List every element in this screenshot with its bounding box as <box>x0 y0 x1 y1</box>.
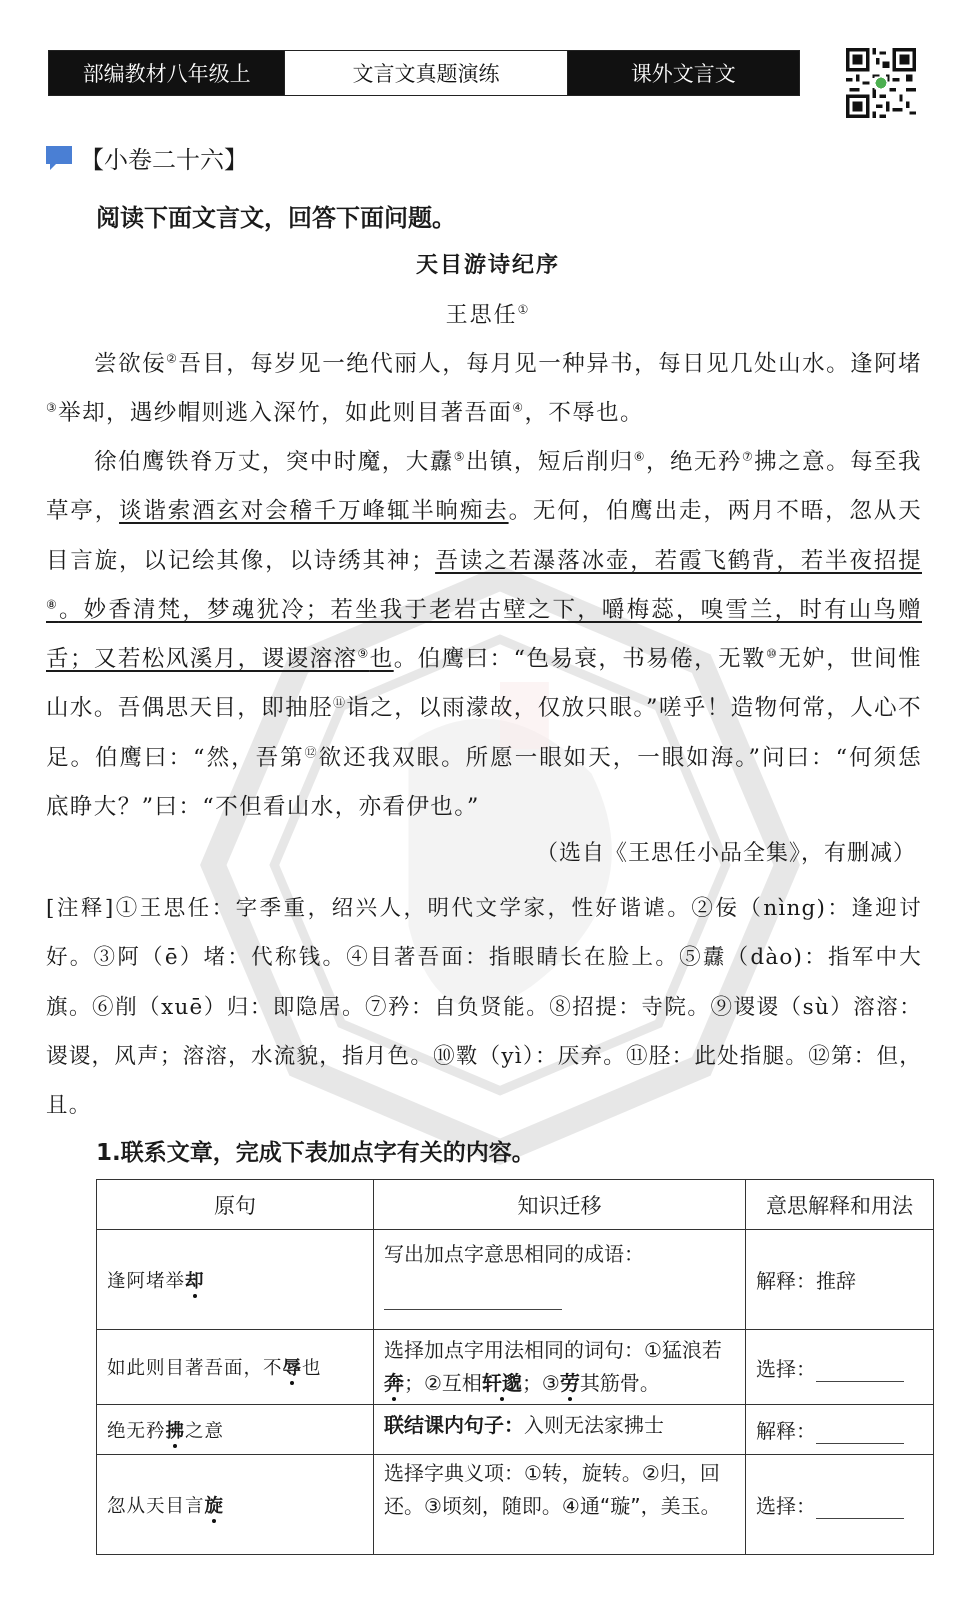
table-row <box>97 1330 934 1405</box>
passage-title: 天目游诗纪序 <box>415 252 560 278</box>
row4-original <box>97 1455 374 1555</box>
table-header-row <box>97 1180 934 1230</box>
row3-transfer-value: 入则无法家拂士 <box>524 1413 664 1437</box>
row3-answer-blank[interactable] <box>816 1425 904 1444</box>
row1-transfer <box>374 1230 746 1330</box>
row3-answer-label: 解释： <box>756 1419 816 1443</box>
row2-dot2: 轩邈 <box>481 1371 522 1395</box>
row2-transfer-mid1: ；②互相 <box>404 1371 482 1395</box>
row4-answer <box>746 1455 934 1555</box>
row3-transfer-label: 联结课内句子： <box>384 1413 524 1437</box>
table-row <box>97 1455 934 1555</box>
row2-orig-text: 如此则目著吾面，不 <box>107 1358 283 1379</box>
row1-orig-text: 逢阿堵举 <box>107 1270 186 1292</box>
note-tag-icon <box>46 146 72 170</box>
row2-orig-post: 也 <box>302 1358 322 1379</box>
table-header-transfer: 知识迁移 <box>374 1180 746 1230</box>
header-band <box>48 50 800 96</box>
row4-orig-text: 忽从天目言 <box>107 1495 205 1517</box>
row2-original <box>97 1330 374 1405</box>
row2-dot3: 劳 <box>559 1371 580 1395</box>
row2-transfer-post: 其筋骨。 <box>579 1371 660 1395</box>
row3-orig-post: 之意 <box>185 1420 225 1442</box>
row3-original <box>97 1405 374 1455</box>
row4-answer-label: 选择： <box>756 1494 816 1518</box>
source-citation: （选自《王思任小品全集》，有删减） <box>535 841 916 866</box>
row2-transfer-mid2: ；③ <box>521 1371 560 1395</box>
answer-table <box>96 1179 934 1555</box>
row2-answer <box>746 1330 934 1405</box>
author-name: 王思任 <box>445 303 518 328</box>
instruction: 阅读下面文言文，回答下面问题。 <box>96 204 456 232</box>
row2-transfer <box>374 1330 746 1405</box>
author-footnote-mark: ① <box>517 302 531 317</box>
row1-answer-label: 解释： <box>756 1269 816 1293</box>
passage-paragraph-2: 徐伯鹰铁脊万丈，突中时魔，大纛⑤出镇，短后削归⑥，绝无矜⑦拂之意。每至我草亭，谈谐索酒玄对会稽千万峰辄半晌痴去。无何，伯鹰出走，两月不晤，忽从天目言旋，以记绘其像，以诗绣其神；吾读之若瀑落冰壶，若霞飞鹤背，若半夜招提⑧。妙香清梵，梦魂犹冷；若坐我于老岩古壁之下，嚼梅蕊，嗅雪兰，时有山鸟赠舌；又若松风溪月，谡谡溶溶⑨也。伯鹰曰：“色易衰，书易倦，无斁⑩无妒，世间惟山水。吾偶思天目，即抽胫⑪诣之，以雨濛故，仅放只眼。”嗟乎！造物何常，人心不足。伯鹰曰：“然，吾第⑫欲还我双眼。所愿一眼如天，一眼如海。”问曰：“何须恁底睁大？”曰：“不但看山水，亦看伊也。” <box>46 449 923 821</box>
row3-transfer <box>374 1405 746 1455</box>
row4-transfer: 选择字典义项：①转，旋转。②归，回还。③顷刻，随即。④通“璇”，美玉。 <box>374 1455 746 1555</box>
header-topic: 文言文真题演练 <box>284 51 567 95</box>
row3-answer <box>746 1405 934 1455</box>
header-grade: 部编教材八年级上 <box>49 51 284 95</box>
row2-answer-label: 选择： <box>756 1356 816 1381</box>
question-1: 1.联系文章，完成下表加点字有关的内容。 <box>96 1140 535 1166</box>
row1-transfer-text: 写出加点字意思相同的成语： <box>384 1242 644 1266</box>
row3-orig-text: 绝无矜 <box>107 1420 166 1442</box>
row1-answer-value: 推辞 <box>816 1269 856 1293</box>
row2-dot1: 奔 <box>384 1371 404 1395</box>
section-title-text: 【小卷二十六】 <box>80 146 248 174</box>
row2-transfer-pre: 选择加点字用法相同的词句：①猛浪若 <box>384 1338 722 1362</box>
row1-answer-blank[interactable] <box>384 1289 562 1310</box>
annotations: [注释]①王思任：字季重，绍兴人，明代文学家，性好谐谑。②佞（nìng)：逢迎讨好。③阿（ē）堵：代称钱。④目著吾面：指眼睛长在脸上。⑤纛（dào)：指军中大旗。⑥削（xuē）归：即隐居。⑦矜：自负贤能。⑧招提：寺院。⑨谡谡（sù）溶溶：谡谡，风声；溶溶，水流貌，指月色。⑩斁（yì）：厌弃。⑪胫：此处指腿。⑫第：但，且。 <box>46 896 922 1119</box>
row1-answer <box>746 1230 934 1330</box>
row4-answer-blank[interactable] <box>816 1500 904 1519</box>
row3-dotted-char: 拂 <box>165 1420 186 1442</box>
passage-paragraph-1: 尝欲佞②吾目，每岁见一绝代丽人，每月见一种异书，每日见几处山水。逢阿堵③举却，遇纱帽则逃入深竹，如此则目著吾面④，不辱也。 <box>46 351 922 427</box>
passage-author <box>0 298 976 329</box>
section-title <box>46 140 248 175</box>
table-row <box>97 1405 934 1455</box>
header-category: 课外文言文 <box>568 51 799 95</box>
row2-answer-blank[interactable] <box>816 1363 904 1382</box>
row2-dotted-char: 辱 <box>282 1358 303 1379</box>
table-header-original: 原句 <box>97 1180 374 1230</box>
table-header-meaning: 意思解释和用法 <box>746 1180 934 1230</box>
table-row <box>97 1230 934 1330</box>
row1-original <box>97 1230 374 1330</box>
row4-dotted-char: 旋 <box>204 1495 225 1517</box>
qr-code-icon[interactable] <box>846 48 916 118</box>
row1-dotted-char: 却 <box>185 1270 205 1292</box>
